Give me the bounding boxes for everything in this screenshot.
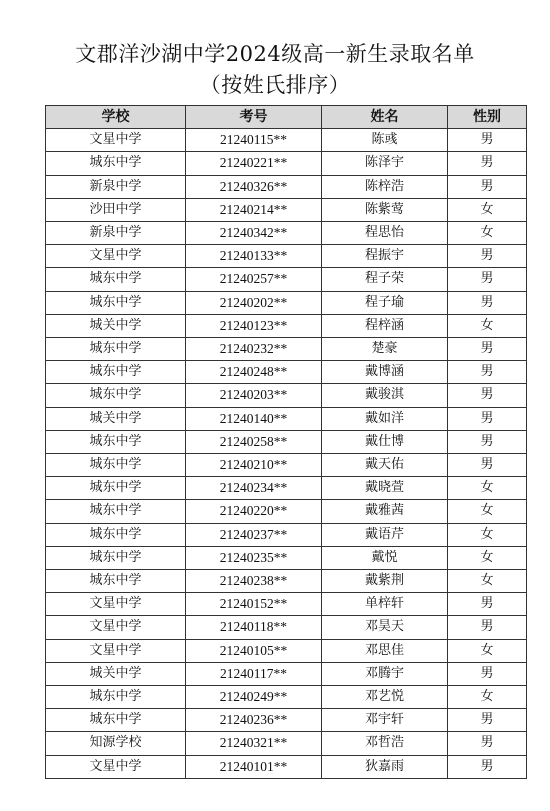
cell-gender: 女 [448,314,527,337]
table-row [46,593,527,616]
cell-exam-number: 21240248** [186,361,322,384]
cell-school: 文星中学 [46,755,186,778]
cell-exam-number: 21240221** [186,152,322,175]
cell-name: 戴悦 [322,546,448,569]
cell-exam-number: 21240117** [186,662,322,685]
table-row [46,616,527,639]
cell-exam-number: 21240237** [186,523,322,546]
cell-school: 城东中学 [46,523,186,546]
table-row [46,523,527,546]
table-row [46,245,527,268]
table-row [46,430,527,453]
cell-school: 城东中学 [46,430,186,453]
cell-name: 程振宇 [322,245,448,268]
table-row [46,686,527,709]
cell-name: 陈紫莺 [322,198,448,221]
cell-exam-number: 21240234** [186,477,322,500]
cell-gender: 男 [448,175,527,198]
cell-name: 戴晓萱 [322,477,448,500]
cell-gender: 女 [448,546,527,569]
cell-exam-number: 21240105** [186,639,322,662]
cell-school: 沙田中学 [46,198,186,221]
cell-gender: 女 [448,222,527,245]
cell-exam-number: 21240258** [186,430,322,453]
header-row [46,106,527,129]
cell-exam-number: 21240140** [186,407,322,430]
cell-gender: 女 [448,686,527,709]
cell-gender: 男 [448,430,527,453]
cell-exam-number: 21240326** [186,175,322,198]
cell-name: 邓宇轩 [322,709,448,732]
cell-name: 陈梓浩 [322,175,448,198]
table-row [46,407,527,430]
cell-name: 程子荣 [322,268,448,291]
cell-gender: 男 [448,361,527,384]
cell-gender: 男 [448,245,527,268]
header-exam-number: 考号 [186,106,322,129]
cell-exam-number: 21240214** [186,198,322,221]
cell-gender: 男 [448,407,527,430]
cell-name: 陈彧 [322,129,448,152]
cell-gender: 男 [448,384,527,407]
cell-school: 城东中学 [46,291,186,314]
table-row [46,477,527,500]
cell-school: 城关中学 [46,662,186,685]
cell-gender: 男 [448,291,527,314]
cell-name: 邓思佳 [322,639,448,662]
cell-school: 文星中学 [46,129,186,152]
table-row [46,268,527,291]
cell-gender: 女 [448,477,527,500]
table-row [46,384,527,407]
table-row [46,175,527,198]
table-body [46,129,527,779]
cell-gender: 男 [448,268,527,291]
table-row [46,709,527,732]
cell-school: 城东中学 [46,709,186,732]
cell-gender: 男 [448,709,527,732]
cell-name: 戴如洋 [322,407,448,430]
cell-exam-number: 21240123** [186,314,322,337]
table-row [46,500,527,523]
cell-school: 城东中学 [46,268,186,291]
cell-name: 戴天佑 [322,454,448,477]
cell-school: 城东中学 [46,570,186,593]
cell-exam-number: 21240115** [186,129,322,152]
cell-gender: 女 [448,639,527,662]
cell-gender: 男 [448,152,527,175]
cell-exam-number: 21240257** [186,268,322,291]
cell-exam-number: 21240238** [186,570,322,593]
cell-school: 城东中学 [46,361,186,384]
cell-name: 单梓轩 [322,593,448,616]
cell-name: 戴语芹 [322,523,448,546]
cell-gender: 女 [448,570,527,593]
cell-name: 戴骏淇 [322,384,448,407]
cell-exam-number: 21240133** [186,245,322,268]
page-subtitle: （按姓氏排序） [199,73,351,97]
cell-name: 程梓涵 [322,314,448,337]
cell-school: 城东中学 [46,500,186,523]
cell-name: 戴仕博 [322,430,448,453]
cell-exam-number: 21240249** [186,686,322,709]
cell-exam-number: 21240202** [186,291,322,314]
header-name: 姓名 [322,106,448,129]
cell-name: 邓艺悦 [322,686,448,709]
cell-school: 文星中学 [46,593,186,616]
cell-school: 城关中学 [46,314,186,337]
page-title: 文郡洋沙湖中学2024级高一新生录取名单 [75,42,475,66]
cell-name: 邓昊天 [322,616,448,639]
cell-exam-number: 21240203** [186,384,322,407]
cell-name: 邓腾宇 [322,662,448,685]
table-row [46,732,527,755]
cell-school: 城东中学 [46,384,186,407]
cell-school: 城东中学 [46,686,186,709]
cell-gender: 男 [448,338,527,361]
cell-school: 新泉中学 [46,222,186,245]
table-row [46,198,527,221]
cell-school: 城东中学 [46,152,186,175]
cell-name: 戴雅茜 [322,500,448,523]
cell-name: 程思怡 [322,222,448,245]
cell-name: 程子瑜 [322,291,448,314]
cell-school: 文星中学 [46,616,186,639]
table-row [46,454,527,477]
cell-name: 戴博涵 [322,361,448,384]
admission-table [45,105,527,779]
cell-exam-number: 21240101** [186,755,322,778]
cell-school: 城关中学 [46,407,186,430]
cell-exam-number: 21240321** [186,732,322,755]
cell-gender: 男 [448,616,527,639]
cell-gender: 男 [448,732,527,755]
cell-gender: 女 [448,198,527,221]
cell-gender: 男 [448,129,527,152]
cell-exam-number: 21240235** [186,546,322,569]
cell-gender: 男 [448,662,527,685]
table-row [46,129,527,152]
cell-name: 楚豪 [322,338,448,361]
table-row [46,338,527,361]
cell-exam-number: 21240236** [186,709,322,732]
cell-school: 新泉中学 [46,175,186,198]
table-row [46,361,527,384]
header-school: 学校 [46,106,186,129]
cell-school: 知源学校 [46,732,186,755]
cell-exam-number: 21240210** [186,454,322,477]
table-row [46,662,527,685]
cell-gender: 女 [448,500,527,523]
cell-school: 文星中学 [46,245,186,268]
header-gender: 性别 [448,106,527,129]
table-row [46,546,527,569]
table-row [46,314,527,337]
table-row [46,639,527,662]
cell-school: 城东中学 [46,454,186,477]
table-row [46,570,527,593]
cell-school: 文星中学 [46,639,186,662]
cell-name: 陈泽宇 [322,152,448,175]
cell-exam-number: 21240232** [186,338,322,361]
cell-name: 邓哲浩 [322,732,448,755]
cell-gender: 女 [448,523,527,546]
cell-school: 城东中学 [46,477,186,500]
cell-exam-number: 21240342** [186,222,322,245]
cell-gender: 男 [448,454,527,477]
table-row [46,152,527,175]
cell-school: 城东中学 [46,338,186,361]
table-row [46,755,527,778]
cell-exam-number: 21240220** [186,500,322,523]
cell-school: 城东中学 [46,546,186,569]
cell-gender: 男 [448,593,527,616]
cell-name: 戴紫荆 [322,570,448,593]
table-row [46,222,527,245]
cell-exam-number: 21240118** [186,616,322,639]
cell-name: 狄嘉雨 [322,755,448,778]
cell-gender: 男 [448,755,527,778]
cell-exam-number: 21240152** [186,593,322,616]
table-row [46,291,527,314]
